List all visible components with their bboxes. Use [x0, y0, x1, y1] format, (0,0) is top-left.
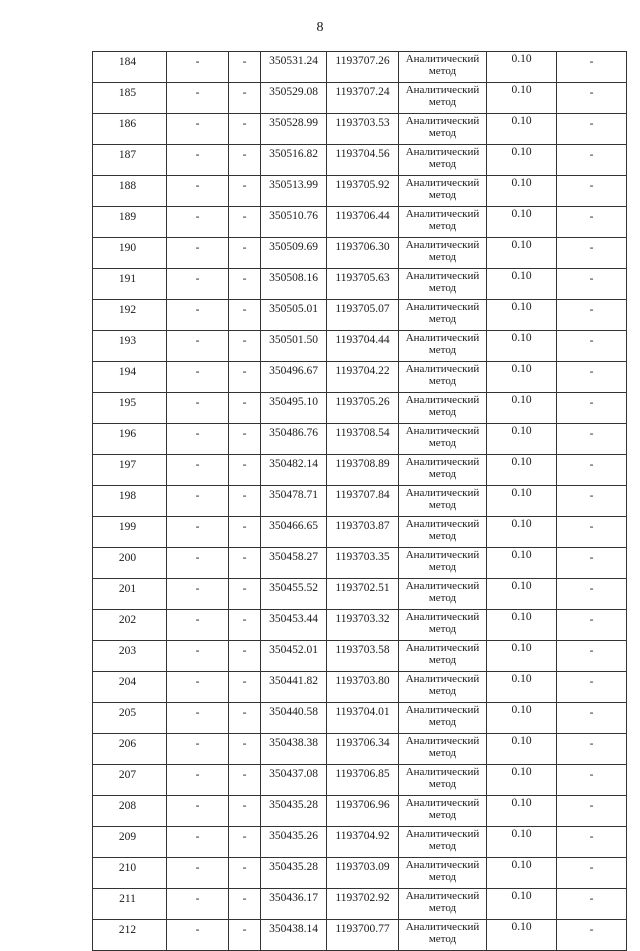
cell-method: Аналитический метод: [399, 672, 487, 703]
cell-empty-value: -: [229, 889, 261, 920]
table-row: [93, 889, 627, 920]
cell-empty-value: -: [557, 610, 627, 641]
cell-point-number: 197: [93, 455, 167, 486]
table-row: [93, 734, 627, 765]
cell-empty-value: -: [557, 269, 627, 300]
cell-empty-value: -: [167, 827, 229, 858]
cell-empty-value: -: [557, 920, 627, 951]
cell-point-number: 199: [93, 517, 167, 548]
cell-empty-value: -: [167, 393, 229, 424]
cell-point-number: 201: [93, 579, 167, 610]
cell-coordinate-x: 350458.27: [261, 548, 327, 579]
table-row: [93, 796, 627, 827]
cell-empty-value: -: [557, 145, 627, 176]
page-number: 8: [316, 20, 324, 35]
cell-method: Аналитический метод: [399, 331, 487, 362]
cell-empty-value: -: [229, 455, 261, 486]
cell-point-number: 191: [93, 269, 167, 300]
cell-empty-value: -: [167, 734, 229, 765]
cell-empty-value: -: [167, 176, 229, 207]
table-row: [93, 176, 627, 207]
cell-point-number: 207: [93, 765, 167, 796]
cell-empty-value: -: [167, 548, 229, 579]
cell-method: Аналитический метод: [399, 610, 487, 641]
cell-coordinate-y: 1193704.92: [327, 827, 399, 858]
cell-method: Аналитический метод: [399, 300, 487, 331]
cell-empty-value: -: [557, 300, 627, 331]
cell-coordinate-x: 350529.08: [261, 83, 327, 114]
cell-empty-value: -: [557, 424, 627, 455]
cell-accuracy: 0.10: [487, 920, 557, 951]
table-row: [93, 548, 627, 579]
cell-empty-value: -: [229, 207, 261, 238]
cell-coordinate-y: 1193703.80: [327, 672, 399, 703]
cell-point-number: 192: [93, 300, 167, 331]
cell-empty-value: -: [557, 889, 627, 920]
cell-accuracy: 0.10: [487, 300, 557, 331]
table-row: [93, 238, 627, 269]
cell-accuracy: 0.10: [487, 734, 557, 765]
cell-coordinate-y: 1193707.84: [327, 486, 399, 517]
cell-accuracy: 0.10: [487, 486, 557, 517]
table-row: [93, 331, 627, 362]
cell-coordinate-x: 350505.01: [261, 300, 327, 331]
cell-empty-value: -: [167, 610, 229, 641]
cell-accuracy: 0.10: [487, 269, 557, 300]
cell-method: Аналитический метод: [399, 83, 487, 114]
table-row: [93, 52, 627, 83]
table-row: [93, 145, 627, 176]
cell-accuracy: 0.10: [487, 796, 557, 827]
table-row: [93, 455, 627, 486]
cell-method: Аналитический метод: [399, 765, 487, 796]
cell-method: Аналитический метод: [399, 455, 487, 486]
cell-coordinate-y: 1193702.92: [327, 889, 399, 920]
cell-empty-value: -: [229, 52, 261, 83]
cell-point-number: 194: [93, 362, 167, 393]
cell-empty-value: -: [167, 517, 229, 548]
cell-empty-value: -: [167, 455, 229, 486]
cell-empty-value: -: [167, 207, 229, 238]
cell-accuracy: 0.10: [487, 455, 557, 486]
cell-accuracy: 0.10: [487, 579, 557, 610]
cell-coordinate-x: 350516.82: [261, 145, 327, 176]
cell-empty-value: -: [557, 52, 627, 83]
cell-coordinate-x: 350435.28: [261, 796, 327, 827]
cell-empty-value: -: [229, 300, 261, 331]
table-row: [93, 703, 627, 734]
table-row: [93, 827, 627, 858]
table-row: [93, 641, 627, 672]
cell-empty-value: -: [557, 455, 627, 486]
cell-empty-value: -: [167, 858, 229, 889]
cell-point-number: 190: [93, 238, 167, 269]
cell-empty-value: -: [557, 703, 627, 734]
cell-accuracy: 0.10: [487, 517, 557, 548]
cell-empty-value: -: [229, 734, 261, 765]
cell-empty-value: -: [557, 393, 627, 424]
cell-empty-value: -: [167, 889, 229, 920]
cell-coordinate-y: 1193700.77: [327, 920, 399, 951]
cell-coordinate-x: 350509.69: [261, 238, 327, 269]
cell-point-number: 187: [93, 145, 167, 176]
cell-empty-value: -: [229, 796, 261, 827]
cell-coordinate-x: 350435.28: [261, 858, 327, 889]
cell-point-number: 185: [93, 83, 167, 114]
cell-coordinate-y: 1193707.24: [327, 83, 399, 114]
cell-coordinate-y: 1193706.30: [327, 238, 399, 269]
cell-coordinate-y: 1193705.63: [327, 269, 399, 300]
cell-point-number: 211: [93, 889, 167, 920]
table-row: [93, 300, 627, 331]
coordinates-table: [92, 51, 627, 951]
cell-coordinate-y: 1193703.32: [327, 610, 399, 641]
cell-empty-value: -: [167, 579, 229, 610]
cell-empty-value: -: [557, 579, 627, 610]
cell-coordinate-y: 1193708.54: [327, 424, 399, 455]
cell-method: Аналитический метод: [399, 52, 487, 83]
cell-point-number: 189: [93, 207, 167, 238]
cell-coordinate-x: 350438.38: [261, 734, 327, 765]
cell-empty-value: -: [557, 641, 627, 672]
cell-method: Аналитический метод: [399, 734, 487, 765]
cell-empty-value: -: [229, 362, 261, 393]
cell-coordinate-y: 1193703.35: [327, 548, 399, 579]
cell-accuracy: 0.10: [487, 424, 557, 455]
cell-coordinate-x: 350436.17: [261, 889, 327, 920]
table-row: [93, 517, 627, 548]
cell-empty-value: -: [557, 486, 627, 517]
cell-empty-value: -: [167, 114, 229, 145]
cell-empty-value: -: [167, 331, 229, 362]
cell-point-number: 184: [93, 52, 167, 83]
cell-method: Аналитический метод: [399, 424, 487, 455]
cell-coordinate-x: 350437.08: [261, 765, 327, 796]
cell-empty-value: -: [229, 176, 261, 207]
cell-empty-value: -: [557, 207, 627, 238]
cell-empty-value: -: [167, 796, 229, 827]
table-body: [93, 52, 627, 951]
cell-empty-value: -: [167, 672, 229, 703]
cell-coordinate-y: 1193703.87: [327, 517, 399, 548]
cell-coordinate-y: 1193705.26: [327, 393, 399, 424]
cell-accuracy: 0.10: [487, 238, 557, 269]
table-row: [93, 269, 627, 300]
cell-point-number: 208: [93, 796, 167, 827]
table-row: [93, 114, 627, 145]
cell-empty-value: -: [557, 517, 627, 548]
cell-empty-value: -: [167, 486, 229, 517]
cell-empty-value: -: [557, 176, 627, 207]
cell-accuracy: 0.10: [487, 331, 557, 362]
cell-coordinate-y: 1193703.53: [327, 114, 399, 145]
cell-coordinate-x: 350441.82: [261, 672, 327, 703]
cell-empty-value: -: [167, 641, 229, 672]
cell-empty-value: -: [557, 765, 627, 796]
cell-empty-value: -: [229, 424, 261, 455]
cell-coordinate-x: 350486.76: [261, 424, 327, 455]
cell-empty-value: -: [557, 858, 627, 889]
cell-accuracy: 0.10: [487, 641, 557, 672]
cell-point-number: 193: [93, 331, 167, 362]
cell-coordinate-y: 1193705.92: [327, 176, 399, 207]
cell-accuracy: 0.10: [487, 176, 557, 207]
cell-point-number: 188: [93, 176, 167, 207]
cell-coordinate-y: 1193703.58: [327, 641, 399, 672]
cell-coordinate-x: 350453.44: [261, 610, 327, 641]
cell-coordinate-y: 1193706.34: [327, 734, 399, 765]
cell-coordinate-y: 1193704.56: [327, 145, 399, 176]
cell-method: Аналитический метод: [399, 486, 487, 517]
cell-accuracy: 0.10: [487, 207, 557, 238]
cell-empty-value: -: [229, 331, 261, 362]
cell-empty-value: -: [167, 300, 229, 331]
cell-point-number: 186: [93, 114, 167, 145]
cell-point-number: 209: [93, 827, 167, 858]
cell-empty-value: -: [557, 672, 627, 703]
cell-empty-value: -: [229, 641, 261, 672]
cell-method: Аналитический метод: [399, 827, 487, 858]
table-row: [93, 424, 627, 455]
table-row: [93, 393, 627, 424]
cell-point-number: 196: [93, 424, 167, 455]
cell-accuracy: 0.10: [487, 858, 557, 889]
cell-method: Аналитический метод: [399, 393, 487, 424]
cell-empty-value: -: [167, 145, 229, 176]
cell-empty-value: -: [229, 548, 261, 579]
cell-coordinate-y: 1193706.44: [327, 207, 399, 238]
cell-coordinate-y: 1193706.96: [327, 796, 399, 827]
cell-empty-value: -: [229, 486, 261, 517]
cell-empty-value: -: [229, 269, 261, 300]
cell-empty-value: -: [229, 765, 261, 796]
cell-method: Аналитический метод: [399, 920, 487, 951]
table-row: [93, 858, 627, 889]
table-row: [93, 207, 627, 238]
cell-coordinate-y: 1193704.44: [327, 331, 399, 362]
cell-accuracy: 0.10: [487, 83, 557, 114]
cell-point-number: 202: [93, 610, 167, 641]
cell-empty-value: -: [557, 331, 627, 362]
cell-empty-value: -: [167, 920, 229, 951]
cell-coordinate-x: 350455.52: [261, 579, 327, 610]
cell-coordinate-x: 350496.67: [261, 362, 327, 393]
cell-coordinate-x: 350510.76: [261, 207, 327, 238]
cell-coordinate-y: 1193708.89: [327, 455, 399, 486]
cell-empty-value: -: [167, 238, 229, 269]
cell-method: Аналитический метод: [399, 796, 487, 827]
table-row: [93, 920, 627, 951]
cell-coordinate-x: 350531.24: [261, 52, 327, 83]
cell-method: Аналитический метод: [399, 579, 487, 610]
table-row: [93, 362, 627, 393]
cell-point-number: 212: [93, 920, 167, 951]
cell-accuracy: 0.10: [487, 765, 557, 796]
cell-method: Аналитический метод: [399, 207, 487, 238]
table-row: [93, 83, 627, 114]
cell-empty-value: -: [229, 393, 261, 424]
cell-accuracy: 0.10: [487, 52, 557, 83]
cell-coordinate-x: 350478.71: [261, 486, 327, 517]
cell-coordinate-x: 350508.16: [261, 269, 327, 300]
cell-method: Аналитический метод: [399, 641, 487, 672]
cell-coordinate-x: 350466.65: [261, 517, 327, 548]
cell-method: Аналитический метод: [399, 548, 487, 579]
cell-coordinate-y: 1193706.85: [327, 765, 399, 796]
cell-method: Аналитический метод: [399, 145, 487, 176]
cell-coordinate-x: 350501.50: [261, 331, 327, 362]
cell-empty-value: -: [167, 83, 229, 114]
cell-empty-value: -: [167, 765, 229, 796]
cell-coordinate-y: 1193705.07: [327, 300, 399, 331]
cell-method: Аналитический метод: [399, 362, 487, 393]
cell-accuracy: 0.10: [487, 703, 557, 734]
cell-empty-value: -: [557, 734, 627, 765]
cell-accuracy: 0.10: [487, 114, 557, 145]
cell-coordinate-y: 1193704.01: [327, 703, 399, 734]
cell-empty-value: -: [557, 114, 627, 145]
cell-coordinate-x: 350440.58: [261, 703, 327, 734]
cell-empty-value: -: [229, 83, 261, 114]
cell-empty-value: -: [167, 703, 229, 734]
cell-empty-value: -: [167, 269, 229, 300]
cell-empty-value: -: [229, 703, 261, 734]
cell-empty-value: -: [229, 827, 261, 858]
cell-coordinate-x: 350495.10: [261, 393, 327, 424]
cell-point-number: 204: [93, 672, 167, 703]
cell-coordinate-x: 350452.01: [261, 641, 327, 672]
cell-empty-value: -: [229, 672, 261, 703]
table-row: [93, 486, 627, 517]
cell-point-number: 200: [93, 548, 167, 579]
cell-empty-value: -: [229, 114, 261, 145]
cell-method: Аналитический метод: [399, 176, 487, 207]
cell-empty-value: -: [557, 796, 627, 827]
cell-coordinate-y: 1193702.51: [327, 579, 399, 610]
table-row: [93, 579, 627, 610]
cell-accuracy: 0.10: [487, 610, 557, 641]
cell-empty-value: -: [167, 52, 229, 83]
cell-method: Аналитический метод: [399, 114, 487, 145]
cell-coordinate-x: 350482.14: [261, 455, 327, 486]
cell-empty-value: -: [557, 548, 627, 579]
cell-method: Аналитический метод: [399, 269, 487, 300]
cell-coordinate-x: 350513.99: [261, 176, 327, 207]
cell-method: Аналитический метод: [399, 238, 487, 269]
cell-coordinate-x: 350435.26: [261, 827, 327, 858]
cell-coordinate-x: 350528.99: [261, 114, 327, 145]
table-row: [93, 765, 627, 796]
cell-empty-value: -: [229, 858, 261, 889]
cell-coordinate-y: 1193707.26: [327, 52, 399, 83]
cell-point-number: 203: [93, 641, 167, 672]
cell-point-number: 206: [93, 734, 167, 765]
cell-accuracy: 0.10: [487, 145, 557, 176]
cell-accuracy: 0.10: [487, 393, 557, 424]
cell-accuracy: 0.10: [487, 672, 557, 703]
cell-empty-value: -: [557, 362, 627, 393]
cell-empty-value: -: [167, 424, 229, 455]
cell-empty-value: -: [229, 920, 261, 951]
cell-coordinate-x: 350438.14: [261, 920, 327, 951]
table-row: [93, 610, 627, 641]
table-row: [93, 672, 627, 703]
cell-empty-value: -: [229, 145, 261, 176]
cell-method: Аналитический метод: [399, 889, 487, 920]
cell-method: Аналитический метод: [399, 517, 487, 548]
cell-coordinate-y: 1193703.09: [327, 858, 399, 889]
cell-point-number: 198: [93, 486, 167, 517]
cell-empty-value: -: [229, 517, 261, 548]
cell-empty-value: -: [229, 579, 261, 610]
cell-empty-value: -: [557, 238, 627, 269]
cell-point-number: 210: [93, 858, 167, 889]
cell-empty-value: -: [229, 238, 261, 269]
cell-empty-value: -: [229, 610, 261, 641]
cell-coordinate-y: 1193704.22: [327, 362, 399, 393]
cell-accuracy: 0.10: [487, 889, 557, 920]
cell-empty-value: -: [167, 362, 229, 393]
cell-accuracy: 0.10: [487, 827, 557, 858]
cell-method: Аналитический метод: [399, 703, 487, 734]
cell-accuracy: 0.10: [487, 362, 557, 393]
cell-method: Аналитический метод: [399, 858, 487, 889]
cell-accuracy: 0.10: [487, 548, 557, 579]
cell-empty-value: -: [557, 83, 627, 114]
cell-point-number: 205: [93, 703, 167, 734]
cell-empty-value: -: [557, 827, 627, 858]
cell-point-number: 195: [93, 393, 167, 424]
